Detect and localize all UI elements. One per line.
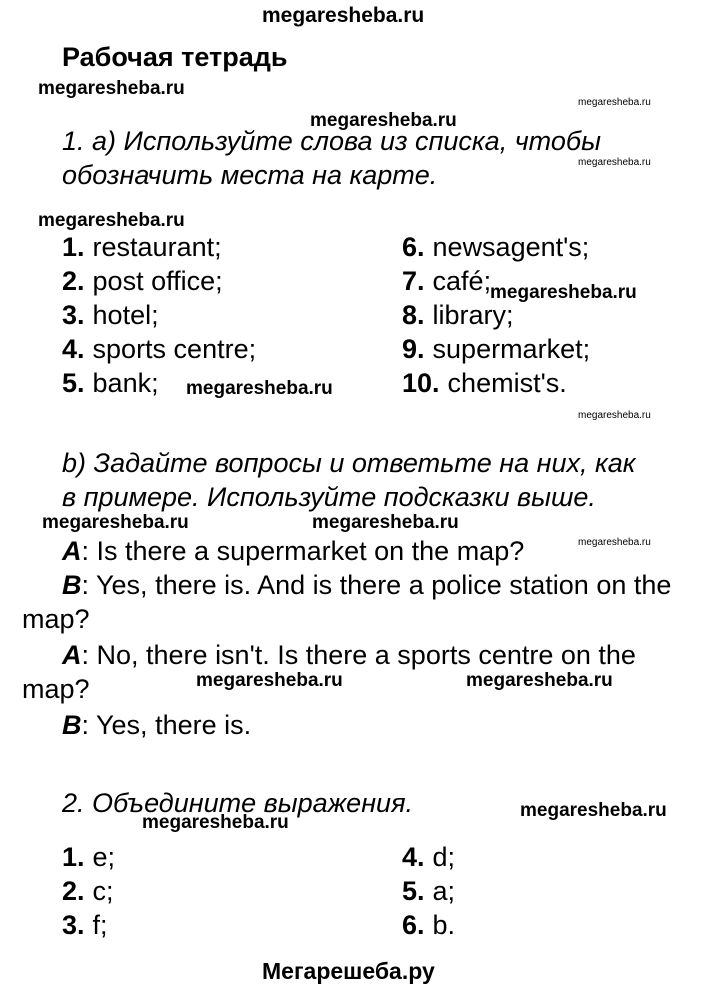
answer-item: 5. a; [402,876,456,906]
watermark: megaresheba.ru [578,410,651,421]
list-item: 8. library; [402,300,514,330]
footer-site-name: Мегарешеба.ру [262,958,435,984]
watermark: megaresheba.ru [578,157,651,168]
list-item: 3. hotel; [62,300,159,330]
dialogue-line: A: No, there isn't. Is there a sports centre on the [62,640,636,670]
dialogue-line: A: Is there a supermarket on the map? [62,536,525,566]
list-item: 4. sports centre; [62,334,257,364]
answer-item: 3. f; [62,910,108,940]
watermark: megaresheba.ru [196,670,343,691]
watermark: megaresheba.ru [186,378,333,399]
exercise1-instruction-line2: обозначить места на карте. [62,160,438,190]
watermark: megaresheba.ru [142,812,289,833]
list-item: 10. chemist's. [402,368,567,398]
answer-item: 4. d; [402,842,456,872]
answer-item: 6. b. [402,910,456,940]
watermark: megaresheba.ru [578,537,651,548]
answer-item: 1. e; [62,842,116,872]
watermark: megaresheba.ru [310,110,457,131]
watermark: megaresheba.ru [578,97,651,108]
watermark: megaresheba.ru [466,670,613,691]
list-item: 9. supermarket; [402,334,591,364]
list-item: 7. café; [402,266,492,296]
dialogue-line-continuation: map? [22,674,90,704]
exercise1-instruction-line1: 1. a) Используйте слова из списка, чтобы [62,126,601,156]
watermark: megaresheba.ru [312,512,459,533]
dialogue-line: B: Yes, there is. [62,710,252,740]
page-heading: Рабочая тетрадь [62,42,288,72]
exercise2-instruction: 2. Объедините выражения. [62,788,413,818]
dialogue-line: B: Yes, there is. And is there a police station on the [62,570,672,600]
answer-item: 2. c; [62,876,114,906]
watermark: megaresheba.ru [490,282,637,303]
list-item: 2. post office; [62,266,223,296]
watermark: megaresheba.ru [520,800,667,821]
watermark: megaresheba.ru [38,210,185,231]
watermark: megaresheba.ru [42,512,189,533]
exercise1b-instruction-line2: в примере. Используйте подсказки выше. [62,482,596,512]
list-item: 1. restaurant; [62,232,222,262]
watermark: megaresheba.ru [38,78,185,99]
list-item: 5. bank; [62,368,159,398]
dialogue-line-continuation: map? [22,604,90,634]
exercise1b-instruction-line1: b) Задайте вопросы и ответьте на них, как [62,448,636,478]
site-header: megaresheba.ru [262,4,425,27]
list-item: 6. newsagent's; [402,232,590,262]
